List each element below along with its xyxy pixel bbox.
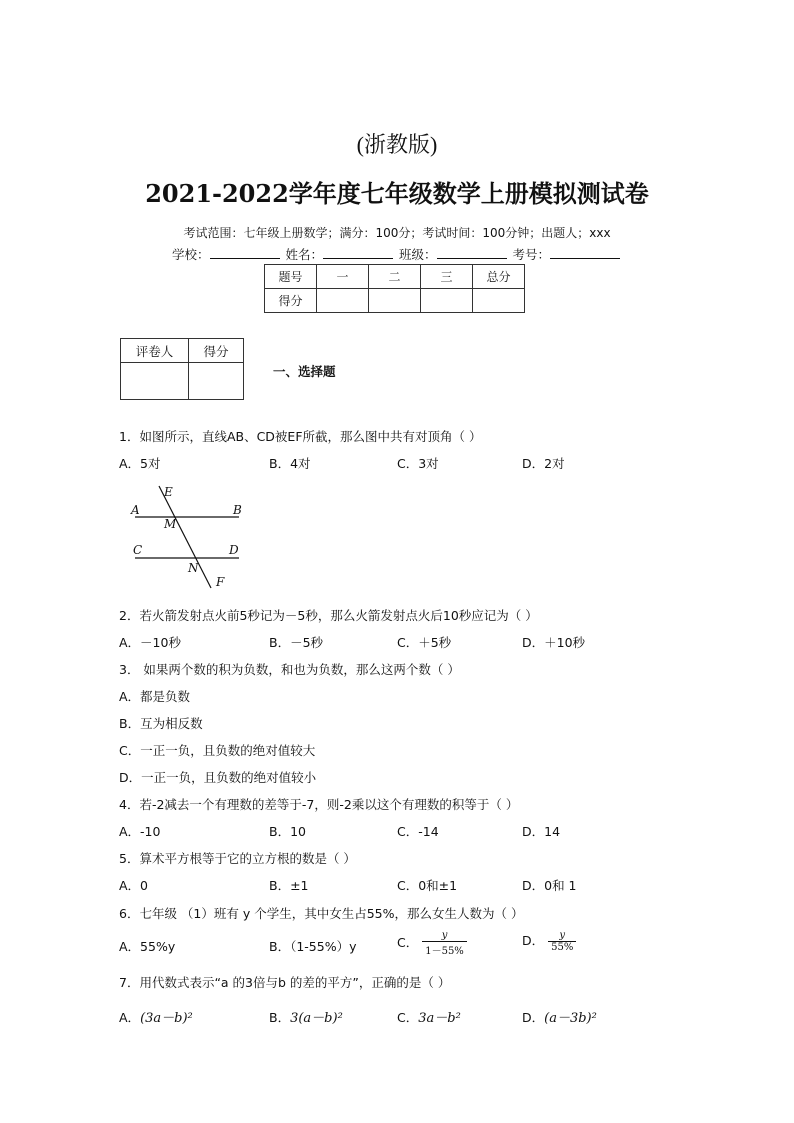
score-header-part3: 三 <box>421 265 473 289</box>
question-7-option-d[interactable] <box>522 1007 597 1026</box>
school-label: 学校： <box>171 247 210 262</box>
fraction-numerator: y <box>548 930 576 942</box>
question-7-option-b-letter: B． <box>269 1010 291 1025</box>
score-table <box>264 264 525 313</box>
grader-header: 评卷人 <box>121 339 189 363</box>
name-field[interactable] <box>323 246 393 259</box>
question-3-option-d[interactable]: D．一正一负，且负数的绝对值较小 <box>119 770 317 785</box>
question-1-option-c[interactable]: C．3对 <box>397 456 439 471</box>
exam-info: 考试范围：七年级上册数学；满分：100分；考试时间：100分钟；出题人；xxx <box>183 226 611 240</box>
question-7-option-d-letter: D． <box>522 1010 545 1025</box>
question-2-option-c[interactable]: C．＋5秒 <box>397 635 452 650</box>
question-6-option-c-fraction <box>422 930 467 957</box>
question-5-option-c[interactable]: C．0和±1 <box>397 878 458 893</box>
score-row-label: 得分 <box>265 289 317 313</box>
name-label: 姓名： <box>285 247 323 262</box>
question-7-option-a[interactable] <box>119 1007 193 1026</box>
question-3-option-b[interactable]: B．互为相反数 <box>119 716 203 731</box>
fraction-denominator: 1－55% <box>425 946 464 957</box>
score-header-total: 总分 <box>473 265 525 289</box>
score-cell[interactable] <box>317 289 369 313</box>
question-7-option-b-math: 3(a－b)² <box>290 1011 343 1026</box>
question-6-option-c[interactable] <box>397 930 467 957</box>
question-3-stem: 3． 如果两个数的积为负数，和也为负数，那么这两个数（ ） <box>119 662 460 677</box>
score-cell[interactable] <box>421 289 473 313</box>
grader-body-row <box>121 363 244 400</box>
question-6-option-c-letter: C． <box>397 935 419 950</box>
question-4-option-b[interactable]: B．10 <box>269 824 306 839</box>
exam-number-label: 考号： <box>512 247 550 262</box>
question-6-option-d[interactable] <box>522 930 576 953</box>
school-field[interactable] <box>210 246 280 259</box>
question-1-option-a[interactable]: A．5对 <box>119 456 161 471</box>
question-6-option-d-letter: D． <box>522 933 545 948</box>
question-6-option-d-fraction <box>548 930 576 953</box>
label-f: F <box>216 575 225 589</box>
question-1-option-d[interactable]: D．2对 <box>522 456 565 471</box>
label-b: B <box>233 503 242 517</box>
score-header-part1: 一 <box>317 265 369 289</box>
question-5-option-a[interactable]: A．0 <box>119 878 149 893</box>
class-label: 班级： <box>398 247 437 262</box>
fraction-denominator: 55% <box>551 942 574 953</box>
score-header-part2: 二 <box>369 265 421 289</box>
label-a: A <box>131 503 140 517</box>
question-2-stem: 2．若火箭发射点火前5秒记为－5秒，那么火箭发射点火后10秒应记为（ ） <box>119 608 538 623</box>
question-5-option-b[interactable]: B．±1 <box>269 878 309 893</box>
grader-cell[interactable] <box>121 363 189 400</box>
question-7-option-c[interactable] <box>397 1007 461 1026</box>
exam-title: 2021-2022学年度七年级数学上册模拟测试卷 <box>145 179 649 208</box>
question-7-option-d-math: (a－3b)² <box>544 1011 597 1026</box>
question-4-option-d[interactable]: D．14 <box>522 824 561 839</box>
question-7-option-c-math: 3a－b² <box>418 1011 461 1026</box>
question-5-stem: 5．算术平方根等于它的立方根的数是（ ） <box>119 851 356 866</box>
exam-number-field[interactable] <box>550 246 620 259</box>
question-7-option-c-letter: C． <box>397 1010 419 1025</box>
score-table-score-row <box>265 289 525 313</box>
grader-header-row <box>121 339 244 363</box>
section-title: 一、选择题 <box>273 364 336 379</box>
lines-figure <box>125 482 250 590</box>
question-4-option-c[interactable]: C．-14 <box>397 824 439 839</box>
label-n: N <box>188 561 199 575</box>
label-m: M <box>164 517 177 531</box>
question-7-option-b[interactable] <box>269 1007 343 1026</box>
question-1-option-b[interactable]: B．4对 <box>269 456 311 471</box>
label-d: D <box>229 543 239 557</box>
score-table-header-row <box>265 265 525 289</box>
question-2-option-a[interactable]: A．－10秒 <box>119 635 181 650</box>
grader-score-cell[interactable] <box>189 363 244 400</box>
question-3-option-a[interactable]: A．都是负数 <box>119 689 191 704</box>
question-5-option-d[interactable]: D．0和 1 <box>522 878 577 893</box>
question-2-option-b[interactable]: B．－5秒 <box>269 635 324 650</box>
fraction-numerator: y <box>422 930 467 942</box>
exam-version: (浙教版) <box>356 132 438 157</box>
question-6-option-a[interactable]: A．55%y <box>119 939 176 954</box>
label-c: C <box>133 543 143 557</box>
question-7-option-a-letter: A． <box>119 1010 141 1025</box>
question-3-option-c[interactable]: C．一正一负，且负数的绝对值较大 <box>119 743 316 758</box>
score-cell[interactable] <box>369 289 421 313</box>
question-4-option-a[interactable]: A．-10 <box>119 824 161 839</box>
student-fields <box>0 245 794 263</box>
grader-score-header: 得分 <box>189 339 244 363</box>
question-7-stem: 7．用代数式表示“a 的3倍与b 的差的平方”，正确的是（ ） <box>119 975 451 990</box>
question-7-option-a-math: (3a－b)² <box>140 1011 193 1026</box>
question-2-option-d[interactable]: D．＋10秒 <box>522 635 586 650</box>
grader-table <box>120 338 244 400</box>
question-1-stem: 1．如图所示，直线AB、CD被EF所截，那么图中共有对顶角（ ） <box>119 429 482 444</box>
line-ef <box>159 486 211 588</box>
class-field[interactable] <box>437 246 507 259</box>
question-6-option-b[interactable]: B．（1-55%）y <box>269 939 357 954</box>
score-cell[interactable] <box>473 289 525 313</box>
question-6-stem: 6．七年级 （1）班有 y 个学生，其中女生占55%，那么女生人数为（ ） <box>119 906 524 921</box>
label-e: E <box>164 485 173 499</box>
question-4-stem: 4．若-2减去一个有理数的差等于-7，则-2乘以这个有理数的积等于（ ） <box>119 797 519 812</box>
score-header-item: 题号 <box>265 265 317 289</box>
